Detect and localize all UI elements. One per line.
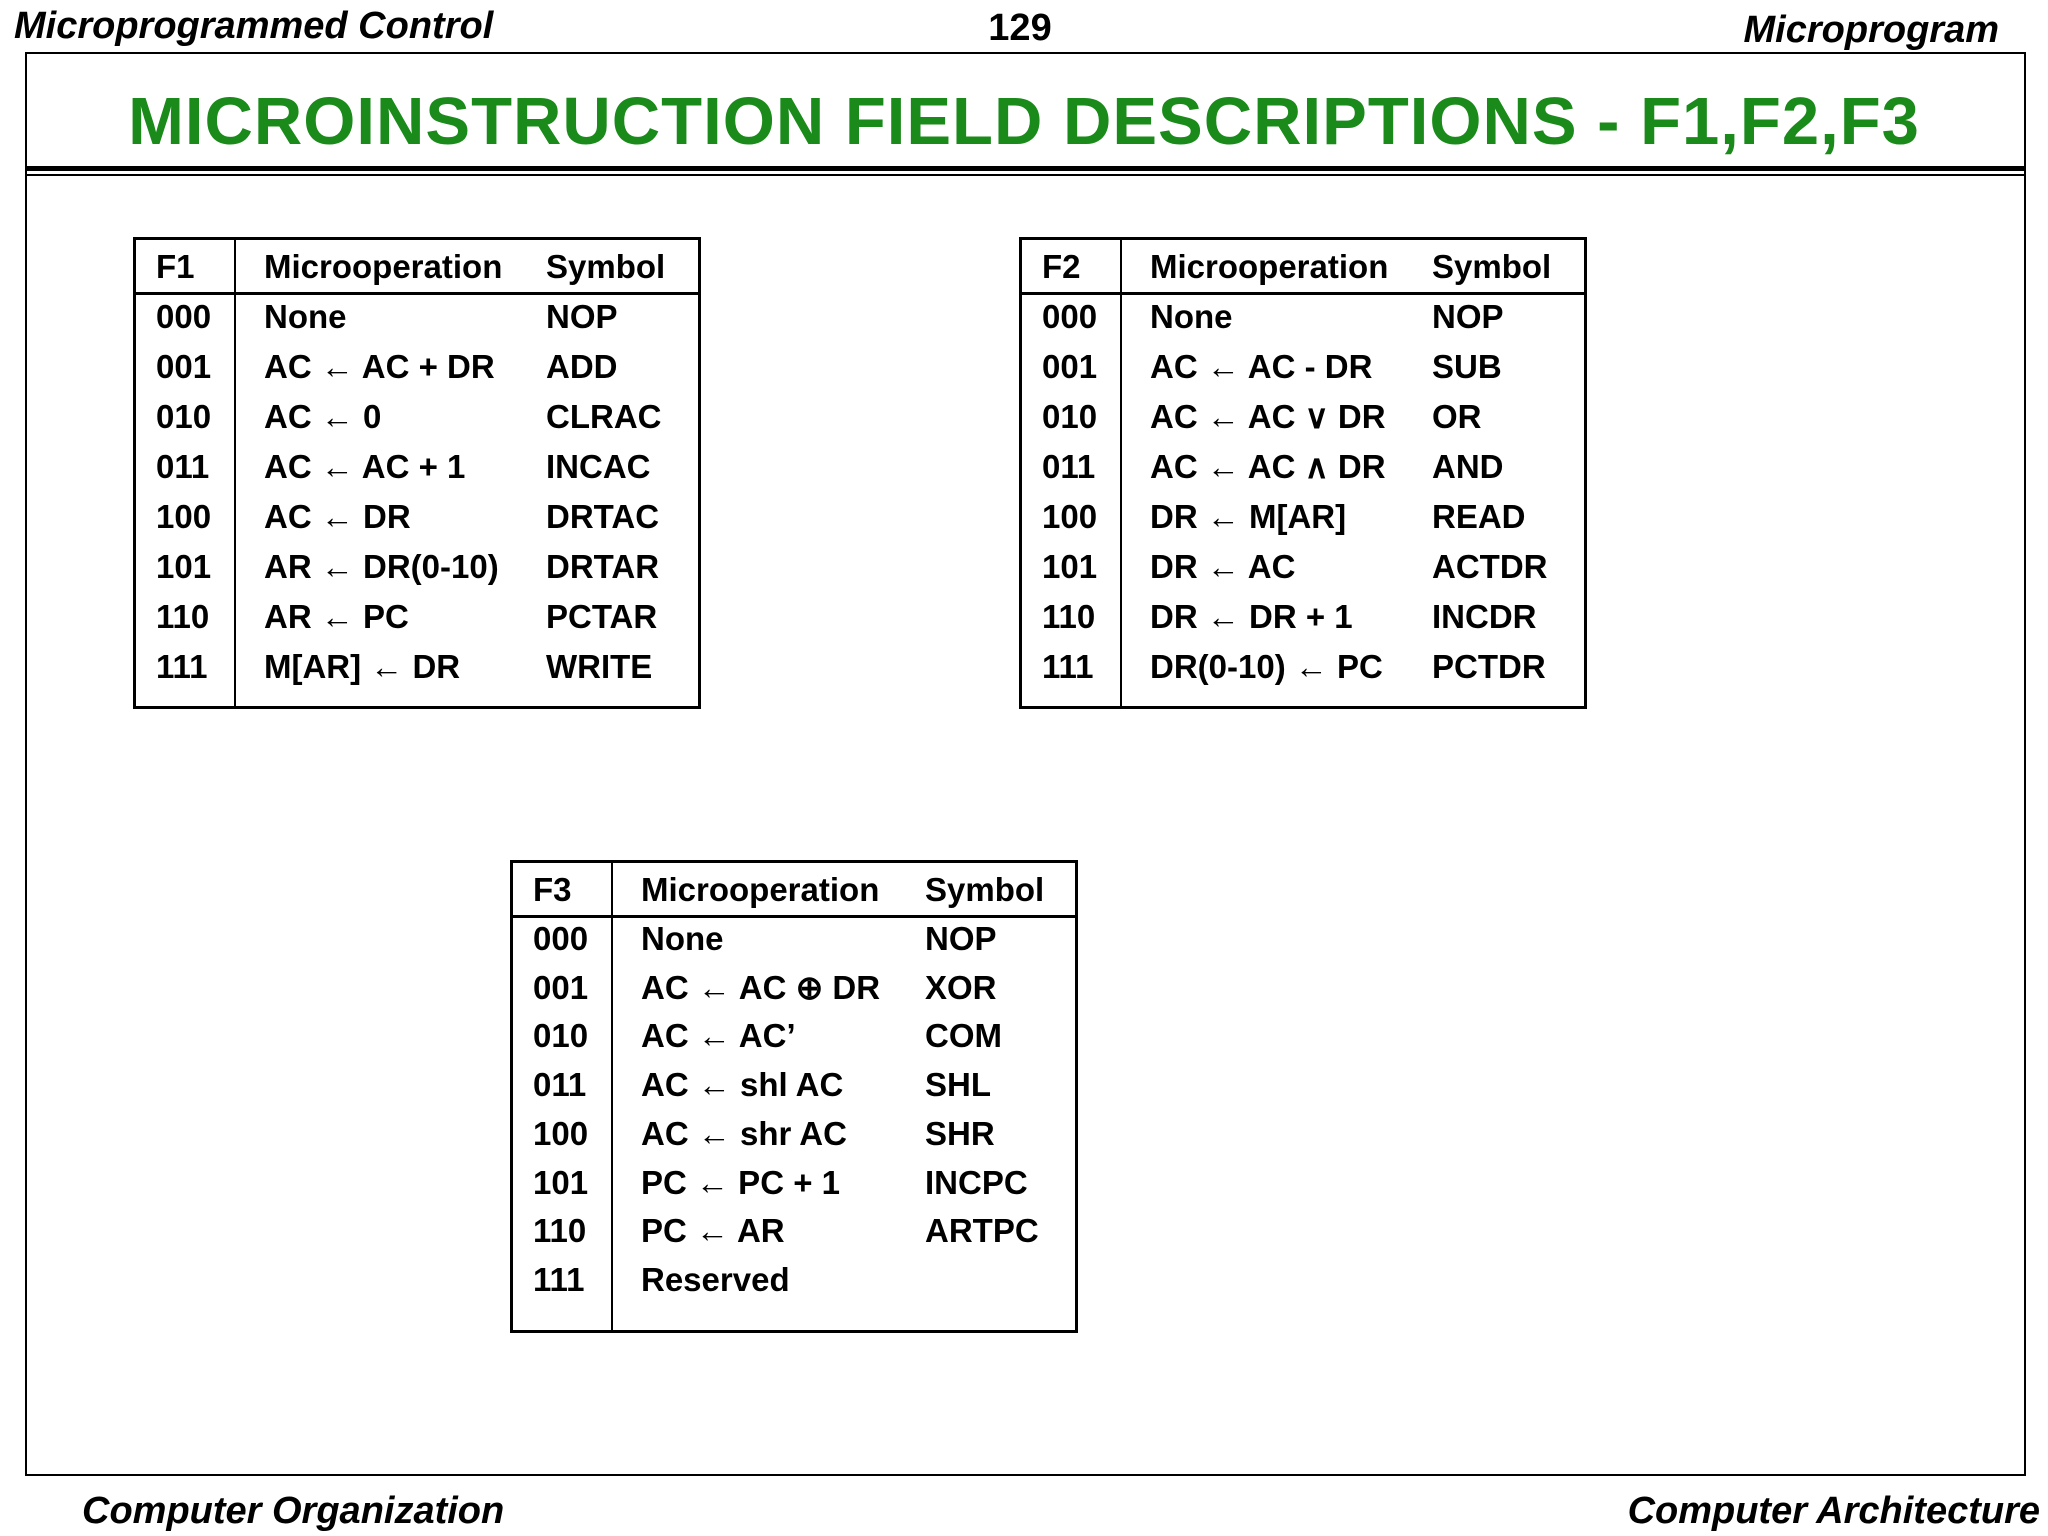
row-code: 111 [533,1261,585,1298]
table-divider-vertical [234,240,236,706]
row-code: 010 [156,398,212,435]
row-symbol: ACTDR [1432,548,1548,585]
table-divider-horizontal [136,292,698,295]
row-symbol: XOR [925,969,997,1006]
row-microoperation: AR ← DR(0-10) [264,548,499,585]
row-microoperation: Reserved [641,1261,790,1298]
table-divider-horizontal [513,915,1075,918]
row-symbol: AND [1432,448,1504,485]
row-code: 110 [1042,598,1096,635]
row-code: 100 [156,498,212,535]
row-symbol: DRTAR [546,548,660,585]
row-code: 011 [1042,448,1096,485]
row-code: 010 [533,1017,589,1054]
row-symbol: READ [1432,498,1526,535]
row-symbol: PCTAR [546,598,658,635]
row-symbol: NOP [1432,298,1504,335]
table-header-field: F3 [533,871,572,908]
row-code: 101 [1042,548,1098,585]
row-code: 001 [1042,348,1098,385]
row-microoperation: DR ← DR + 1 [1150,598,1353,635]
row-symbol: PCTDR [1432,648,1546,685]
row-code: 111 [1042,648,1094,685]
row-code: 000 [533,920,589,957]
field-table-f1 [133,237,701,709]
row-symbol: COM [925,1017,1002,1054]
row-microoperation: DR ← AC [1150,548,1296,585]
row-microoperation: PC ← AR [641,1212,785,1249]
row-symbol: SHL [925,1066,991,1103]
row-code: 000 [156,298,212,335]
header-left-text: Microprogrammed Control [14,5,494,47]
row-microoperation: DR(0-10) ← PC [1150,648,1383,685]
row-symbol: SHR [925,1115,995,1152]
row-symbol: INCDR [1432,598,1537,635]
row-symbol: INCAC [546,448,651,485]
footer-right-text: Computer Architecture [1627,1490,2040,1532]
page-number: 129 [988,7,1052,49]
row-code: 000 [1042,298,1098,335]
row-microoperation: AC ← AC ∨ DR [1150,398,1386,435]
row-microoperation: None [1150,298,1233,335]
row-code: 110 [156,598,210,635]
row-microoperation: None [641,920,724,957]
row-microoperation: AC ← AC ∧ DR [1150,448,1386,485]
row-code: 011 [533,1066,587,1103]
row-symbol: SUB [1432,348,1502,385]
table-header-microoperation: Microoperation [1150,248,1389,285]
row-microoperation: AC ← AC - DR [1150,348,1373,385]
row-microoperation: AC ← 0 [264,398,382,435]
row-symbol: ADD [546,348,618,385]
row-code: 001 [533,969,589,1006]
header-right-text: Microprogram [1743,9,1999,51]
row-code: 100 [533,1115,589,1152]
row-microoperation: AC ← AC ⊕ DR [641,969,881,1006]
title-rule-thick [27,166,2026,171]
table-divider-vertical [1120,240,1122,706]
row-code: 110 [533,1212,587,1249]
row-code: 010 [1042,398,1098,435]
row-symbol: DRTAC [546,498,660,535]
row-code: 101 [156,548,212,585]
table-header-microoperation: Microoperation [264,248,503,285]
row-microoperation: PC ← PC + 1 [641,1164,840,1201]
table-header-symbol: Symbol [546,248,666,285]
row-symbol: INCPC [925,1164,1028,1201]
table-divider-horizontal [1022,292,1584,295]
row-symbol: CLRAC [546,398,662,435]
row-symbol: ARTPC [925,1212,1039,1249]
field-table-f2 [1019,237,1587,709]
title-rule-thin [27,174,2026,176]
row-microoperation: DR ← M[AR] [1150,498,1347,535]
row-code: 011 [156,448,210,485]
row-microoperation: AR ← PC [264,598,409,635]
row-microoperation: AC ← AC + 1 [264,448,466,485]
row-microoperation: AC ← DR [264,498,411,535]
row-microoperation: AC ← shl AC [641,1066,844,1103]
table-header-symbol: Symbol [925,871,1045,908]
row-symbol: NOP [925,920,997,957]
row-microoperation: None [264,298,347,335]
row-microoperation: AC ← AC + DR [264,348,495,385]
row-symbol: WRITE [546,648,653,685]
row-microoperation: M[AR] ← DR [264,648,461,685]
row-code: 001 [156,348,212,385]
row-code: 101 [533,1164,589,1201]
table-header-symbol: Symbol [1432,248,1552,285]
field-table-f3 [510,860,1078,1333]
row-code: 111 [156,648,208,685]
table-header-field: F1 [156,248,195,285]
row-microoperation: AC ← shr AC [641,1115,847,1152]
table-divider-vertical [611,863,613,1330]
row-symbol: NOP [546,298,618,335]
table-header-microoperation: Microoperation [641,871,880,908]
row-microoperation: AC ← AC’ [641,1017,796,1054]
row-code: 100 [1042,498,1098,535]
slide-title: MICROINSTRUCTION FIELD DESCRIPTIONS - F1,F2,F3 [128,84,1920,159]
row-symbol: OR [1432,398,1482,435]
table-header-field: F2 [1042,248,1081,285]
footer-left-text: Computer Organization [82,1490,505,1532]
